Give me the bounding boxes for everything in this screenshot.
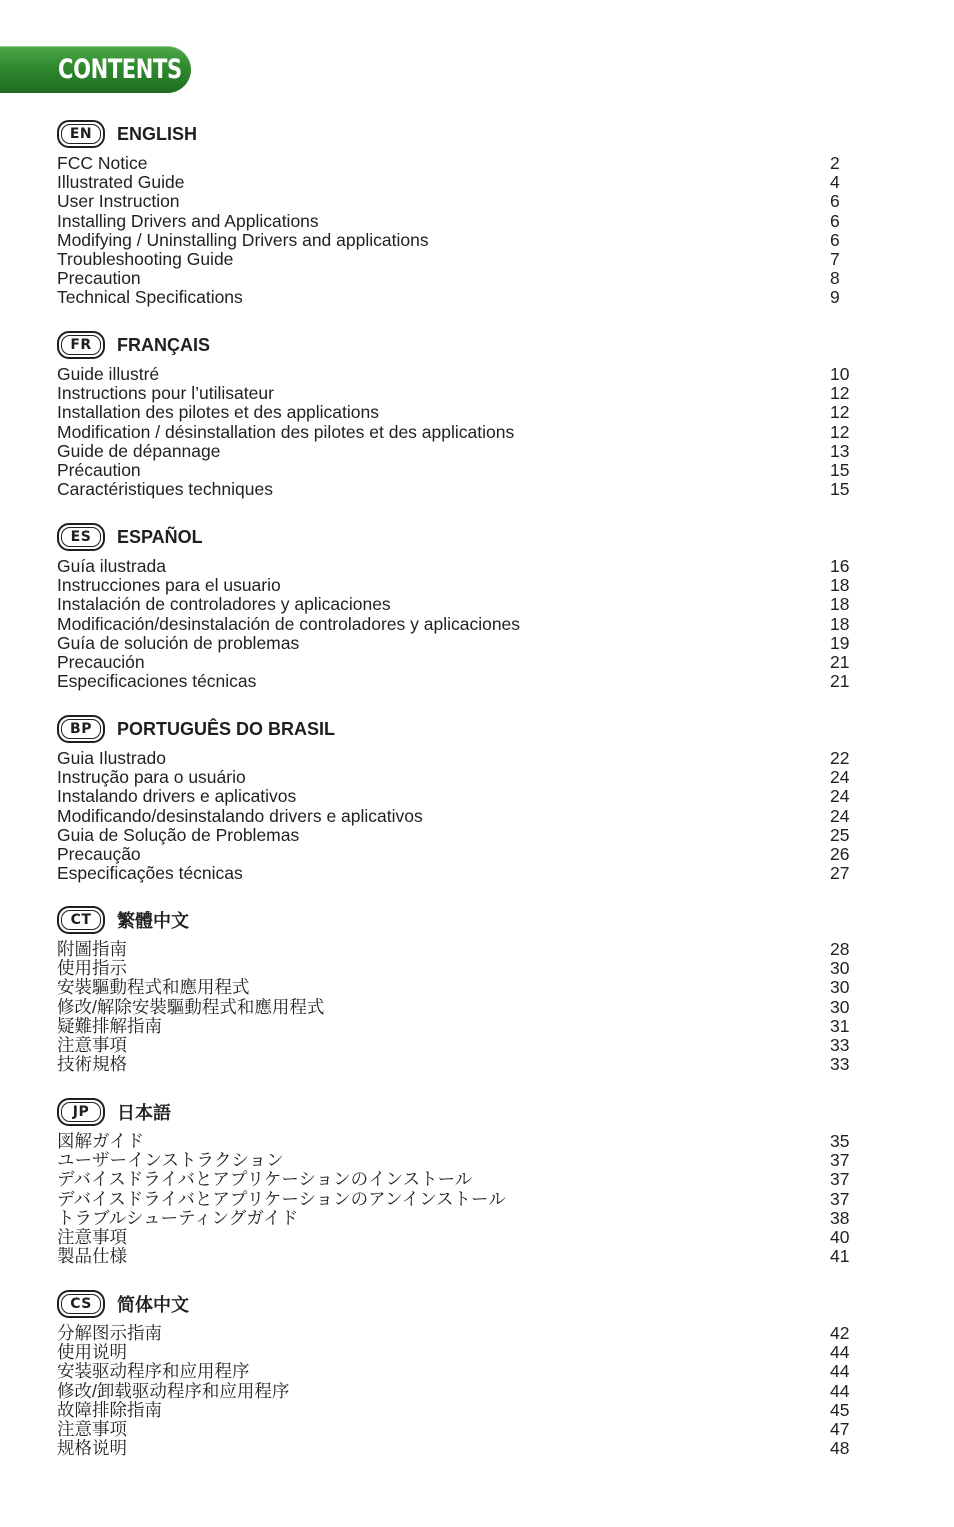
toc-entry[interactable] [57, 442, 857, 461]
toc-entry-label: Modification / désinstallation des pilotes et des applications [57, 421, 515, 442]
language-code: CS [70, 1296, 92, 1312]
toc-entry-page: 24 [830, 786, 850, 807]
toc-entry-page: 30 [830, 977, 850, 998]
toc-list [57, 749, 857, 883]
section-header [57, 1287, 857, 1321]
toc-entry[interactable] [57, 1151, 857, 1170]
toc-entry-page: 44 [830, 1380, 850, 1401]
toc-entry[interactable] [57, 634, 857, 653]
toc-entry-page: 12 [830, 383, 850, 404]
toc-entry-page: 30 [830, 996, 850, 1017]
toc-entry-label: Illustrated Guide [57, 172, 185, 193]
toc-section-en [57, 117, 857, 308]
toc-entry[interactable] [57, 154, 857, 173]
language-code-badge [57, 715, 105, 743]
language-code: JP [72, 1104, 90, 1120]
toc-entry-label: 规格说明 [57, 1438, 127, 1459]
toc-entry[interactable] [57, 1247, 857, 1266]
section-title: PORTUGUÊS DO BRASIL [117, 718, 336, 739]
language-code-badge [57, 120, 105, 148]
toc-entry[interactable] [57, 1055, 857, 1074]
toc-entry[interactable] [57, 749, 857, 768]
section-title: 简体中文 [117, 1295, 189, 1315]
toc-entry-label: 故障排除指南 [57, 1399, 162, 1420]
toc-entry-label: 注意事項 [57, 1034, 127, 1055]
toc-entry[interactable] [57, 787, 857, 806]
toc-entry-label: Guide de dépannage [57, 440, 221, 461]
toc-entry-page: 21 [830, 651, 850, 672]
toc-entry-page: 45 [830, 1399, 850, 1420]
toc-entry-page: 12 [830, 402, 850, 423]
toc-entry-label: Modifying / Uninstalling Drivers and applications [57, 229, 429, 250]
toc-entry[interactable] [57, 1170, 857, 1189]
toc-entry-page: 31 [830, 1015, 850, 1036]
toc-entry-page: 7 [830, 248, 840, 269]
toc-entry[interactable] [57, 480, 857, 499]
toc-entry-page: 25 [830, 824, 850, 845]
toc-entry-label: トラブルシューティングガイド [57, 1207, 299, 1228]
toc-list [57, 1324, 857, 1458]
toc-entry-page: 24 [830, 767, 850, 788]
toc-entry[interactable] [57, 1382, 857, 1401]
toc-section-jp [57, 1095, 857, 1266]
toc-entry[interactable] [57, 845, 857, 864]
toc-entry-page: 24 [830, 805, 850, 826]
toc-list [57, 1132, 857, 1266]
section-title: 繁體中文 [117, 911, 189, 931]
toc-entry-label: Guide illustré [57, 364, 160, 384]
section-title: ESPAÑOL [117, 526, 203, 547]
toc-entry[interactable] [57, 1228, 857, 1247]
toc-entry-label: Instrução para o usuário [57, 767, 246, 788]
toc-entry-label: User Instruction [57, 191, 180, 212]
toc-entry[interactable] [57, 768, 857, 787]
toc-entry-page: 22 [830, 748, 850, 768]
toc-entry-page: 33 [830, 1054, 850, 1075]
toc-entry[interactable] [57, 615, 857, 634]
toc-entry-label: Caractéristiques techniques [57, 479, 273, 500]
toc-entry-page: 18 [830, 594, 850, 615]
toc-entry-label: 安裝驅動程式和應用程式 [57, 977, 250, 998]
toc-entry-page: 48 [830, 1438, 850, 1459]
toc-entry-label: 修改/卸载驱动程序和应用程序 [57, 1380, 290, 1401]
toc-entry-label: Instalación de controladores y aplicaciones [57, 594, 391, 615]
toc-entry[interactable] [57, 231, 857, 250]
toc-entry-page: 21 [830, 671, 850, 692]
toc-entry-page: 28 [830, 939, 850, 959]
toc-entry-page: 27 [830, 863, 850, 884]
toc-entry-label: 図解ガイド [57, 1131, 144, 1151]
toc-entry-label: 技術規格 [57, 1054, 127, 1075]
toc-list [57, 557, 857, 691]
toc-entry[interactable] [57, 212, 857, 231]
toc-entry-page: 37 [830, 1169, 850, 1190]
toc-entry-page: 13 [830, 440, 850, 461]
toc-entry[interactable] [57, 403, 857, 422]
toc-entry[interactable] [57, 826, 857, 845]
toc-entry[interactable] [57, 1343, 857, 1362]
language-code-badge [57, 1098, 105, 1126]
section-title: 日本語 [117, 1103, 171, 1123]
toc-entry[interactable] [57, 1401, 857, 1420]
toc-entry[interactable] [57, 1036, 857, 1055]
section-header [57, 117, 857, 151]
toc-entry[interactable] [57, 423, 857, 442]
section-header [57, 520, 857, 554]
toc-entry-label: Especificaciones técnicas [57, 671, 257, 692]
toc-entry[interactable] [57, 595, 857, 614]
language-code-badge [57, 331, 105, 359]
toc-entry[interactable] [57, 250, 857, 269]
toc-entry-page: 19 [830, 632, 850, 653]
toc-entry[interactable] [57, 959, 857, 978]
toc-section-cs [57, 1287, 857, 1458]
toc-entry-page: 41 [830, 1246, 850, 1267]
toc-entry-page: 40 [830, 1226, 850, 1247]
toc-entry[interactable] [57, 365, 857, 384]
toc-entry-label: Installation des pilotes et des applications [57, 402, 380, 423]
toc-entry[interactable] [57, 1132, 857, 1151]
toc-entry-page: 26 [830, 843, 850, 864]
toc-entry-page: 8 [830, 268, 840, 289]
toc-entry-label: Guía de solución de problemas [57, 632, 300, 653]
toc-entry[interactable] [57, 978, 857, 997]
section-header [57, 903, 857, 937]
contents-banner [0, 46, 191, 93]
toc-entry-label: ユーザーインストラクション [57, 1150, 284, 1171]
toc-entry-label: 製品仕様 [57, 1246, 127, 1267]
section-title: ENGLISH [117, 123, 198, 144]
language-code-badge [57, 523, 105, 551]
section-title: FRANÇAIS [117, 334, 210, 355]
toc-entry[interactable] [57, 998, 857, 1017]
toc-entry-page: 18 [830, 575, 850, 596]
toc-entry-page: 15 [830, 479, 850, 500]
toc-entry-label: Instructions pour l’utilisateur [57, 383, 274, 404]
toc-entry-label: 安装驱动程序和应用程序 [57, 1361, 250, 1382]
toc-entry-label: デバイスドライバとアプリケーションのアンインストール [57, 1188, 506, 1209]
language-code: EN [69, 126, 93, 142]
language-code: ES [70, 529, 92, 545]
toc-entry-page: 16 [830, 556, 850, 576]
toc-entry[interactable] [57, 1324, 857, 1343]
toc-entry-label: Guía ilustrada [57, 556, 166, 576]
toc-entry[interactable] [57, 940, 857, 959]
toc-entry[interactable] [57, 1439, 857, 1458]
toc-entry-label: 注意事项 [57, 1418, 127, 1439]
page-title: CONTENTS [58, 54, 182, 85]
toc-entry-label: Précaution [57, 459, 141, 480]
toc-entry-label: 疑難排解指南 [57, 1015, 162, 1036]
toc-entry-label: Precaución [57, 651, 145, 672]
toc-entry[interactable] [57, 653, 857, 672]
toc-entry-page: 6 [830, 229, 840, 250]
toc-entry[interactable] [57, 672, 857, 691]
toc-entry-page: 18 [830, 613, 850, 634]
section-header [57, 712, 857, 746]
toc-entry-label: Guia Ilustrado [57, 748, 166, 768]
toc-section-bp [57, 712, 857, 883]
language-code: BP [70, 721, 92, 737]
language-code-badge [57, 1290, 105, 1318]
toc-list [57, 365, 857, 499]
toc-entry[interactable] [57, 864, 857, 883]
toc-entry-page: 6 [830, 210, 840, 231]
toc-entry-label: 使用说明 [57, 1342, 127, 1363]
toc-entry-label: FCC Notice [57, 153, 148, 173]
toc-entry-page: 30 [830, 958, 850, 979]
toc-entry-label: Guia de Solução de Problemas [57, 824, 300, 845]
toc-entry-page: 10 [830, 364, 850, 384]
toc-entry-page: 12 [830, 421, 850, 442]
toc-entry[interactable] [57, 557, 857, 576]
toc-entry-label: Technical Specifications [57, 287, 243, 308]
language-code: CT [70, 912, 92, 928]
toc-entry-page: 15 [830, 459, 850, 480]
toc-entry-label: Precaution [57, 268, 141, 289]
toc-entry-page: 33 [830, 1034, 850, 1055]
toc-entry[interactable] [57, 807, 857, 826]
toc-entry-page: 37 [830, 1188, 850, 1209]
toc-entry[interactable] [57, 384, 857, 403]
toc-entry-page: 9 [830, 287, 840, 308]
toc-entry-page: 42 [830, 1323, 850, 1343]
toc-entry-label: Precaução [57, 843, 141, 864]
toc-entry[interactable] [57, 269, 857, 288]
toc-entry-label: デバイスドライバとアプリケーションのインストール [57, 1169, 473, 1190]
toc-entry[interactable] [57, 1362, 857, 1381]
toc-list [57, 940, 857, 1074]
toc-entry-label: Modificando/desinstalando drivers e aplicativos [57, 805, 423, 826]
toc-entry[interactable] [57, 1209, 857, 1228]
toc-entry[interactable] [57, 1190, 857, 1209]
toc-entry[interactable] [57, 461, 857, 480]
language-code-badge [57, 906, 105, 934]
toc-entry-page: 47 [830, 1418, 850, 1439]
toc-section-fr [57, 328, 857, 499]
toc-entry-label: 注意事項 [57, 1226, 127, 1247]
section-header [57, 1095, 857, 1129]
toc-entry-page: 44 [830, 1342, 850, 1363]
toc-entry-page: 37 [830, 1150, 850, 1171]
toc-entry[interactable] [57, 173, 857, 192]
toc-entry-label: Installing Drivers and Applications [57, 210, 319, 231]
toc-entry-page: 38 [830, 1207, 850, 1228]
toc-entry-label: Especificações técnicas [57, 863, 243, 884]
toc-entry-page: 44 [830, 1361, 850, 1382]
toc-entry-page: 35 [830, 1131, 850, 1151]
toc-entry[interactable] [57, 192, 857, 211]
toc-section-ct [57, 903, 857, 1074]
toc-entry[interactable] [57, 288, 857, 307]
toc-entry-label: Modificación/desinstalación de controladores y aplicaciones [57, 613, 521, 634]
toc-entry-label: Instrucciones para el usuario [57, 575, 281, 596]
toc-entry-page: 2 [830, 153, 840, 173]
toc-entry-label: 使用指示 [57, 958, 127, 979]
toc-section-es [57, 520, 857, 691]
toc-entry[interactable] [57, 1420, 857, 1439]
toc-entry[interactable] [57, 1017, 857, 1036]
toc-entry[interactable] [57, 576, 857, 595]
toc-list [57, 154, 857, 308]
toc-entry-label: 分解图示指南 [57, 1323, 162, 1343]
toc-entry-page: 4 [830, 172, 840, 193]
toc-entry-label: 修改/解除安裝驅動程式和應用程式 [57, 996, 325, 1017]
toc-entry-label: Instalando drivers e aplicativos [57, 786, 297, 807]
toc-entry-label: 附圖指南 [57, 939, 127, 959]
toc-entry-page: 6 [830, 191, 840, 212]
language-code: FR [70, 337, 92, 353]
toc-entry-label: Troubleshooting Guide [57, 248, 234, 269]
section-header [57, 328, 857, 362]
